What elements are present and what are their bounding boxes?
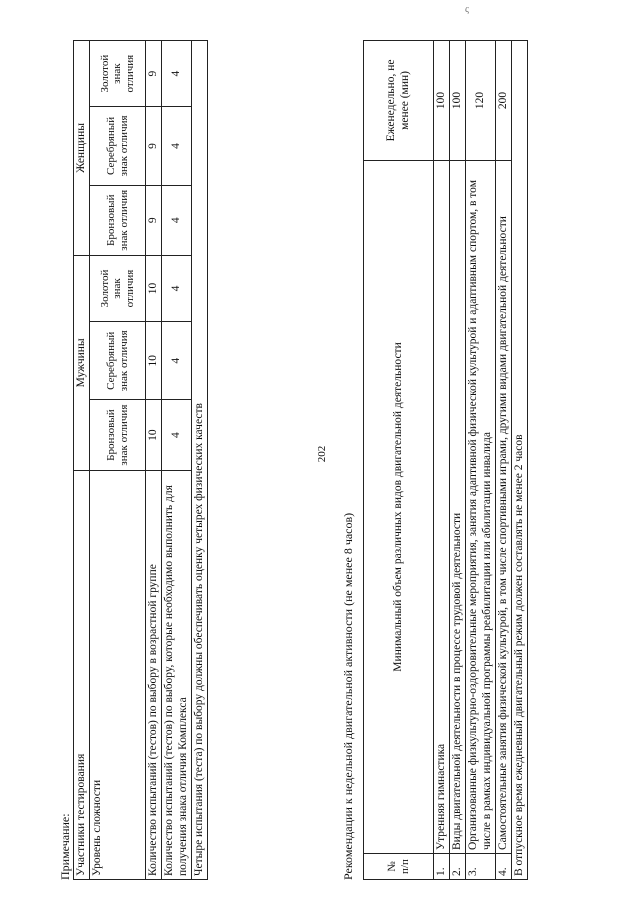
table-cell: 9 bbox=[146, 107, 162, 185]
badge-header: Серебряный знак отличия bbox=[90, 322, 146, 400]
col-activity-header: Минимальный объем различных видов двигательной деятельности bbox=[364, 160, 434, 853]
table-row bbox=[191, 41, 207, 880]
table-cell: 4 bbox=[162, 255, 191, 321]
row-label: Количество испытаний (тестов) по выбору, которые необходимо выполнить для получения знака отличия Комплекса bbox=[162, 470, 191, 879]
participants-label: Участники тестирования bbox=[74, 470, 90, 879]
table-row bbox=[146, 41, 162, 880]
table-cell: 10 bbox=[146, 255, 162, 321]
row-text: Утренняя гимнастика bbox=[434, 160, 450, 853]
row-text: Самостоятельные занятия физической культурой, в том числе спортивными играми, другими видами двигательной деятельности bbox=[495, 160, 511, 853]
row-value: 100 bbox=[434, 41, 450, 161]
col-weekly-header: Еженедельно, не менее (мин) bbox=[364, 41, 434, 161]
table-row bbox=[495, 41, 511, 880]
badge-header: Бронзовый знак отличия bbox=[90, 400, 146, 470]
badge-requirements-table bbox=[73, 40, 208, 880]
table-row bbox=[434, 41, 450, 880]
row-number: 2. bbox=[450, 854, 466, 880]
badge-header: Серебряный знак отличия bbox=[90, 107, 146, 185]
table-cell: 4 bbox=[162, 400, 191, 470]
table1-footer-note: Четыре испытания (теста) по выбору должны обеспечивать оценку четырех физических качеств bbox=[191, 41, 207, 880]
table-row bbox=[364, 41, 434, 880]
table-cell: 10 bbox=[146, 400, 162, 470]
table-cell: 10 bbox=[146, 322, 162, 400]
table-cell: 9 bbox=[146, 185, 162, 255]
weekly-activity-table bbox=[363, 40, 528, 880]
badge-header: Золотой знак отличия bbox=[90, 41, 146, 107]
table-row bbox=[90, 41, 146, 880]
rotated-document-content bbox=[48, 35, 628, 880]
table-cell: 4 bbox=[162, 107, 191, 185]
row-text: Организованные физкультурно-оздоровительные мероприятия, занятия адаптивной физической культурой и адаптивным спортом, в том числе в рамках индивидуальной программы реабилитации или абилитации инвалида bbox=[466, 160, 495, 853]
row-label: Количество испытаний (тестов) по выбору в возрастной группе bbox=[146, 470, 162, 879]
row-number: 3. bbox=[466, 854, 495, 880]
difficulty-label: Уровень сложности bbox=[90, 470, 146, 879]
row-value: 100 bbox=[450, 41, 466, 161]
table-cell: 9 bbox=[146, 41, 162, 107]
stray-mark: ς bbox=[465, 4, 469, 15]
table-row bbox=[450, 41, 466, 880]
page-number: 202 bbox=[316, 445, 328, 463]
row-number: 4. bbox=[495, 854, 511, 880]
row-number: 1. bbox=[434, 854, 450, 880]
row-value: 120 bbox=[466, 41, 495, 161]
table-cell: 4 bbox=[162, 322, 191, 400]
badge-header: Золотой знак отличия bbox=[90, 255, 146, 321]
table-row bbox=[162, 41, 191, 880]
table-cell: 4 bbox=[162, 41, 191, 107]
table2-footer-note: В отпускное время ежедневный двигательный режим должен составлять не менее 2 часов bbox=[512, 41, 528, 880]
recommendations-heading: Рекомендации к недельной двигательной активности (не менее 8 часов) bbox=[341, 512, 355, 880]
row-value: 200 bbox=[495, 41, 511, 161]
table-row bbox=[512, 41, 528, 880]
men-header: Мужчины bbox=[74, 255, 90, 470]
table-row bbox=[466, 41, 495, 880]
table-row bbox=[74, 41, 90, 880]
badge-header: Бронзовый знак отличия bbox=[90, 185, 146, 255]
table-cell: 4 bbox=[162, 185, 191, 255]
col-num-header: № п/п bbox=[364, 854, 434, 880]
women-header: Женщины bbox=[74, 41, 90, 256]
note-label: Примечание: bbox=[58, 813, 72, 880]
row-text: Виды двигательной деятельности в процессе трудовой деятельности bbox=[450, 160, 466, 853]
